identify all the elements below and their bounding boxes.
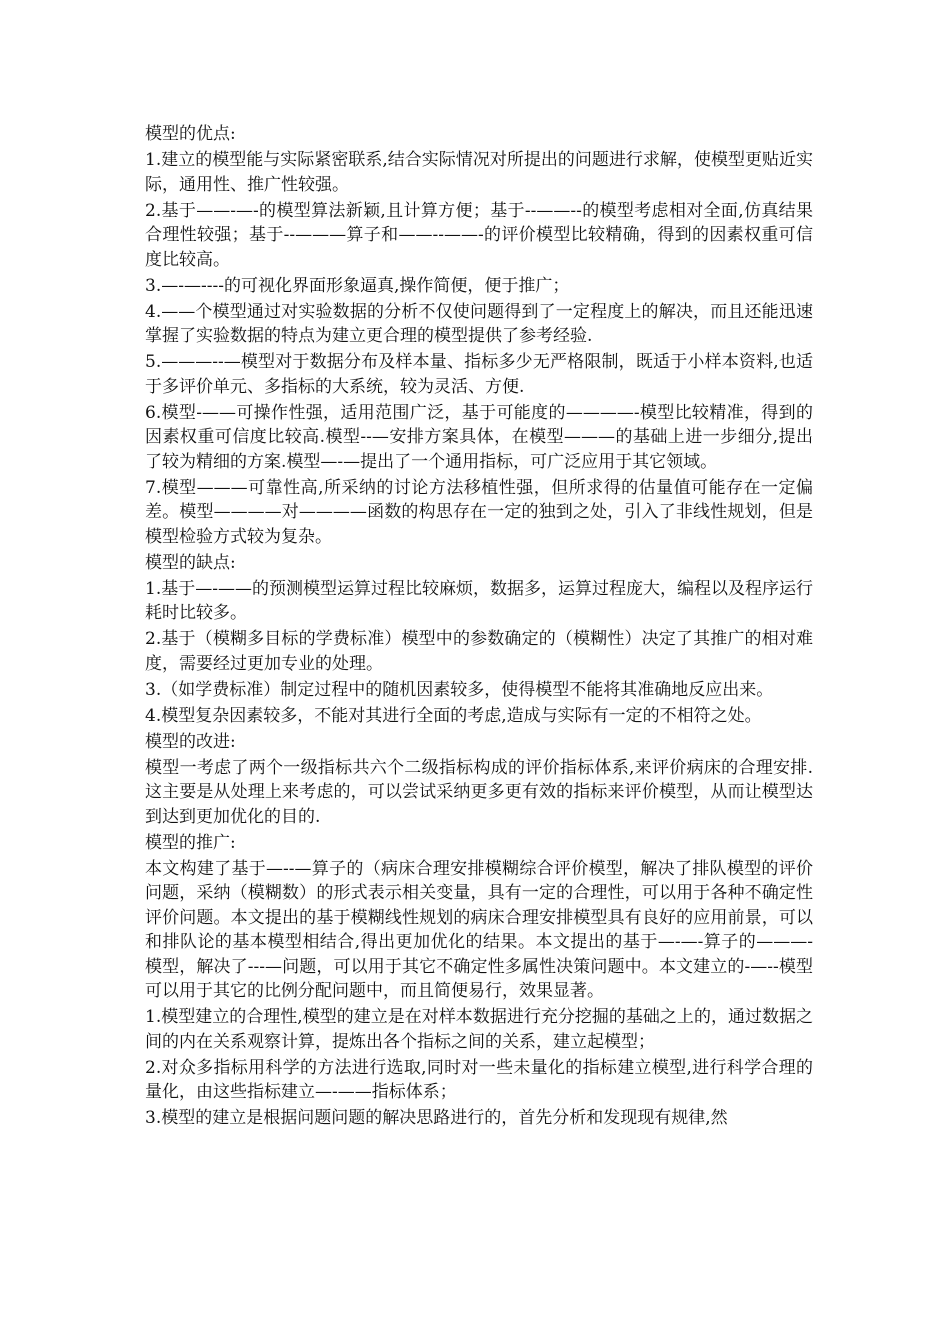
heading-generalization: 模型的推广: [145, 832, 236, 853]
disadvantage-item-2: 2.基于（模糊多目标的学费标准）模型中的参数确定的（模糊性）决定了其推广的相对难度，需要经过更加专业的处理。 [145, 629, 813, 674]
advantage-item-5: 5.———--—模型对于数据分布及样本量、指标多少无严格限制，既适于小样本资料,也适于多评价单元、多指标的大系统，较为灵活、方便. [145, 352, 813, 397]
disadvantage-item-1: 1.基于—-——的预测模型运算过程比较麻烦，数据多，运算过程庞大，编程以及程序运行耗时比较多。 [145, 578, 813, 623]
advantage-item-6: 6.模型-——可操作性强，适用范围广泛，基于可能度的————-模型比较精准，得到的因素权重可信度比较高.模型--—安排方案具体，在模型———的基础上进一步细分,提出了较为精细的方案.模型—-—提出了一个通用指标，可广泛应用于其它领域。 [145, 402, 813, 472]
generalization-paragraph: 本文构建了基于—--—算子的（病床合理安排模糊综合评价模型，解决了排队模型的评价问题，采纳（模糊数）的形式表示相关变量，具有一定的合理性，可以用于各种不确定性评价问题。本文提出的基于模糊线性规划的病床合理安排模型具有良好的应用前景，可以和排队论的基本模型相结合,得出更加优化的结果。本文提出的基于—-—-算子的———-模型，解决了---—问题，可以用于其它不确定性多属性决策问题中。本文建立的-—--模型可以用于其它的比例分配问题中，而且简便易行，效果显著。 [145, 858, 813, 1001]
advantage-item-1: 1.建立的模型能与实际紧密联系,结合实际情况对所提出的问题进行求解，使模型更贴近实际，通用性、推广性较强。 [145, 150, 813, 195]
heading-improvement: 模型的改进: [145, 731, 236, 752]
improvement-paragraph: 模型一考虑了两个一级指标共六个二级指标构成的评价指标体系,来评价病床的合理安排.这主要是从处理上来考虑的，可以尝试采纳更多更有效的指标来评价模型，从而让模型达到达到更加优化的目的. [145, 757, 813, 827]
advantage-item-2: 2.基于——-—-的模型算法新颖,且计算方便；基于--——--的模型考虑相对全面,仿真结果合理性较强；基于--———算子和——--——-的评价模型比较精确，得到的因素权重可信度比较高。 [145, 200, 813, 270]
heading-disadvantages: 模型的缺点: [145, 552, 236, 573]
disadvantage-item-3: 3.（如学费标准）制定过程中的随机因素较多，使得模型不能将其准确地反应出来。 [145, 679, 774, 700]
heading-advantages: 模型的优点: [145, 124, 236, 144]
document-page [145, 122, 813, 1131]
advantage-item-7: 7.模型———可靠性高,所采纳的讨论方法移植性强，但所求得的估量值可能存在一定偏差。模型————对————函数的构思存在一定的独到之处，引入了非线性规划，但是模型检验方式较为复杂。 [145, 477, 813, 547]
generalization-item-2: 2.对众多指标用科学的方法进行选取,同时对一些未量化的指标建立模型,进行科学合理的量化，由这些指标建立—-——指标体系； [145, 1057, 813, 1102]
generalization-item-3: 3.模型的建立是根据问题问题的解决思路进行的，首先分析和发现现有规律,然 [145, 1108, 728, 1128]
advantage-item-4: 4.——个模型通过对实验数据的分析不仅使问题得到了一定程度上的解决，而且还能迅速掌握了实验数据的特点为建立更合理的模型提供了参考经验. [145, 301, 813, 346]
advantage-item-3: 3.—-—----的可视化界面形象逼真,操作简便，便于推广； [145, 275, 570, 296]
disadvantage-item-4: 4.模型复杂因素较多，不能对其进行全面的考虑,造成与实际有一定的不相符之处。 [145, 705, 762, 726]
generalization-item-1: 1.模型建立的合理性,模型的建立是在对样本数据进行充分挖掘的基础之上的，通过数据之间的内在关系观察计算，提炼出各个指标之间的关系，建立起模型； [145, 1007, 813, 1052]
